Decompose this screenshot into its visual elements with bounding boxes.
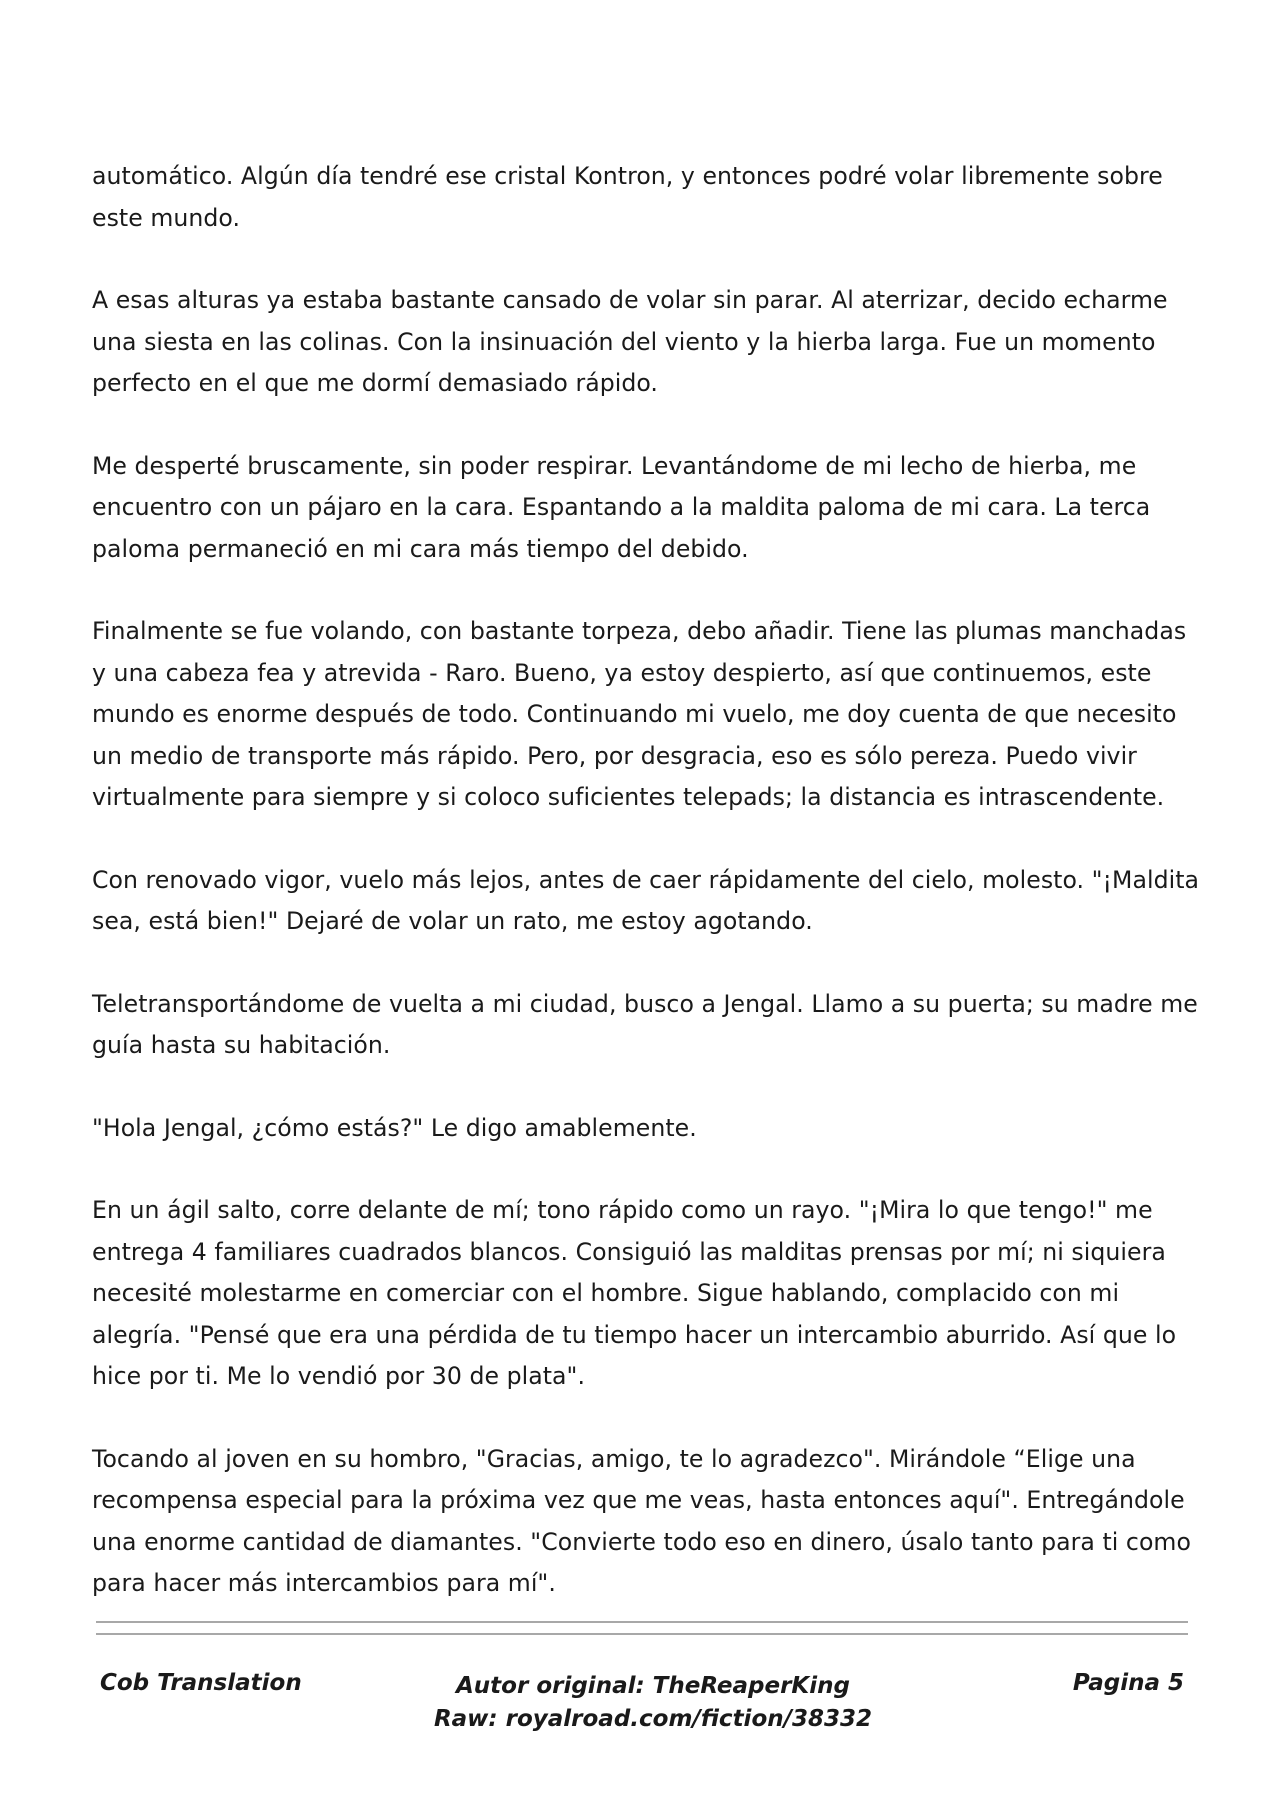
- footer-divider-bottom: [96, 1633, 1188, 1635]
- footer-credits: [370, 1670, 936, 1736]
- paragraph-9: Tocando al joven en su hombro, "Gracias, amigo, te lo agradezco". Mirándole “Elige una recompensa especial para la próxima vez que me veas, hasta entonces aquí". Entregándole una enorme cantidad de diamantes. "Convierte todo eso en dinero, úsalo tanto para ti como para hacer más intercambios para mí".: [92, 1444, 1191, 1597]
- paragraph-2: A esas alturas ya estaba bastante cansado de volar sin parar. Al aterrizar, decido echarme una siesta en las colinas. Con la insinuación del viento y la hierba larga. Fue un momento perfecto en el que me dormí demasiado rápido.: [92, 286, 1168, 397]
- paragraph-4: Finalmente se fue volando, con bastante torpeza, debo añadir. Tiene las plumas manchadas y una cabeza fea y atrevida - Raro. Bueno, ya estoy despierto, así que continuemos, este mundo es enorme después de todo. Continuando mi vuelo, me doy cuenta de que necesito un medio de transporte más rápido. Pero, por desgracia, eso es sólo pereza. Puedo vivir virtualmente para siempre y si coloco suficientes telepads; la distancia es intrascendente.: [92, 617, 1187, 811]
- footer-original-author: Autor original: TheReaperKing: [456, 1673, 850, 1699]
- footer-translator: Cob Translation: [100, 1670, 302, 1696]
- footer-raw-source: Raw: royalroad.com/fiction/38332: [433, 1706, 873, 1732]
- paragraph-6: Teletransportándome de vuelta a mi ciudad, busco a Jengal. Llamo a su puerta; su madre me guía hasta su habitación.: [92, 989, 1198, 1059]
- paragraph-7: "Hola Jengal, ¿cómo estás?" Le digo amablemente.: [92, 1113, 697, 1142]
- body-text: [92, 156, 1202, 1646]
- paragraph-5: Con renovado vigor, vuelo más lejos, antes de caer rápidamente del cielo, molesto. "¡Maldita sea, está bien!" Dejaré de volar un rato, me estoy agotando.: [92, 865, 1200, 935]
- footer-divider-top: [96, 1621, 1188, 1623]
- footer-page-number: Pagina 5: [1072, 1670, 1184, 1696]
- paragraph-8: En un ágil salto, corre delante de mí; tono rápido como un rayo. "¡Mira lo que tengo!" me entrega 4 familiares cuadrados blancos. Consiguió las malditas prensas por mí; ni siquiera necesité molestarme en comerciar con el hombre. Sigue hablando, complacido con mi alegría. "Pensé que era una pérdida de tu tiempo hacer un intercambio aburrido. Así que lo hice por ti. Me lo vendió por 30 de plata".: [92, 1196, 1177, 1390]
- paragraph-1: automático. Algún día tendré ese cristal Kontron, y entonces podré volar libremente sobre este mundo.: [92, 162, 1163, 232]
- paragraph-3: Me desperté bruscamente, sin poder respirar. Levantándome de mi lecho de hierba, me encuentro con un pájaro en la cara. Espantando a la maldita paloma de mi cara. La terca paloma permaneció en mi cara más tiempo del debido.: [92, 451, 1151, 563]
